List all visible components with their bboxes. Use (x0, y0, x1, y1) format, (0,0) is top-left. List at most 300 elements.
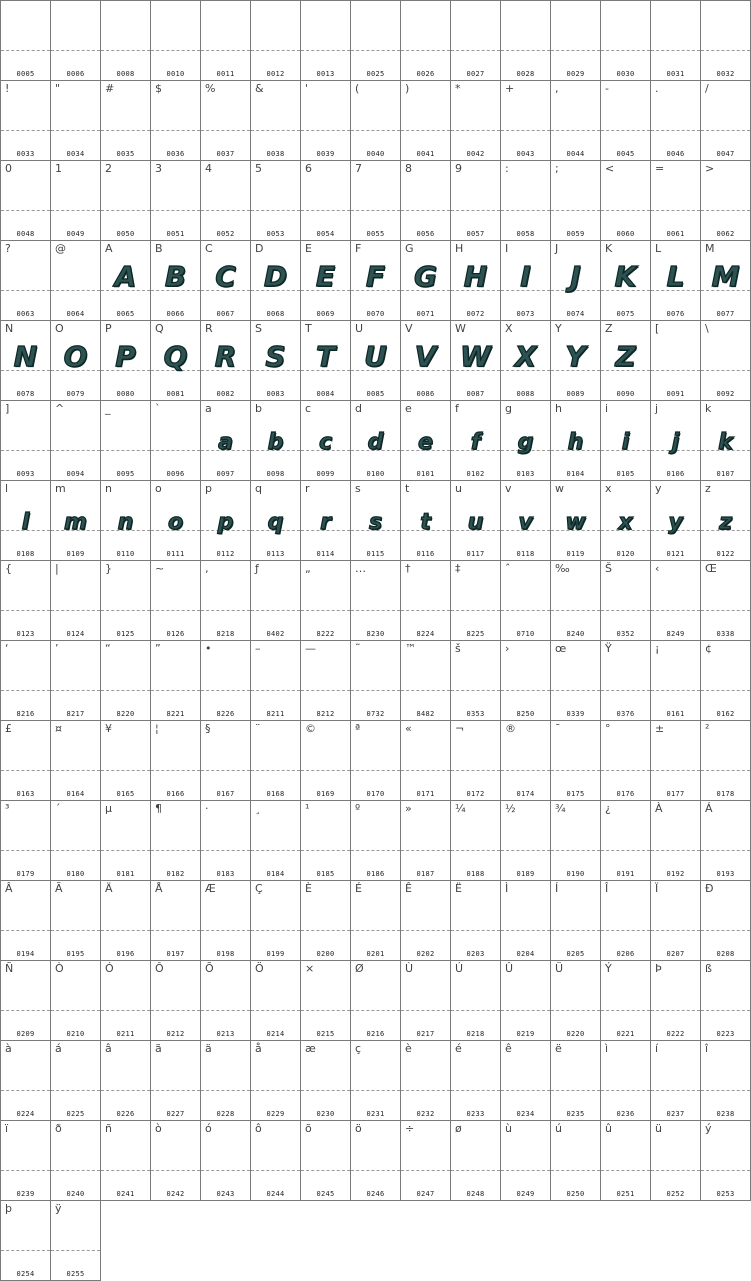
glyph-cell[interactable] (300, 80, 351, 161)
glyph-cell[interactable] (400, 80, 451, 161)
glyph-cell[interactable] (550, 480, 601, 561)
glyph-cell[interactable] (700, 1120, 751, 1201)
char-code-label: 0191 (616, 870, 635, 878)
reference-character: \ (705, 322, 709, 335)
glyph-cell[interactable] (700, 1040, 751, 1121)
glyph-cell[interactable] (200, 0, 251, 81)
glyph-cell[interactable] (250, 640, 301, 721)
glyph-cell[interactable] (0, 320, 51, 401)
reference-character: ? (5, 242, 11, 255)
glyph-cell[interactable] (500, 0, 551, 81)
glyph-cell[interactable] (50, 160, 101, 241)
glyph-cell[interactable] (350, 160, 401, 241)
glyph-cell[interactable] (550, 0, 601, 81)
char-code-label: 0096 (166, 470, 185, 478)
glyph-cell[interactable] (600, 1040, 651, 1121)
glyph-cell[interactable] (700, 880, 751, 961)
glyph-cell[interactable] (300, 240, 351, 321)
glyph-cell[interactable] (550, 400, 601, 481)
char-code-label: 0162 (716, 710, 735, 718)
glyph-cell[interactable] (450, 0, 501, 81)
glyph-cell[interactable] (450, 400, 501, 481)
glyph-cell[interactable] (500, 240, 551, 321)
glyph-cell[interactable] (550, 960, 601, 1041)
reference-character: . (655, 82, 659, 95)
reference-character: V (405, 322, 413, 335)
glyph-cell[interactable] (100, 0, 151, 81)
glyph-cell[interactable] (0, 400, 51, 481)
glyph-cell[interactable] (50, 240, 101, 321)
glyph-cell[interactable] (0, 1200, 51, 1281)
glyph-cell[interactable] (600, 880, 651, 961)
baseline-guide (351, 1170, 400, 1171)
glyph-cell[interactable] (250, 800, 301, 881)
char-code-label: 0732 (366, 710, 385, 718)
glyph-cell[interactable] (600, 480, 651, 561)
glyph-cell[interactable] (200, 1120, 251, 1201)
glyph-cell[interactable] (300, 560, 351, 641)
reference-character: e (405, 402, 412, 415)
glyph-cell[interactable] (150, 1040, 201, 1121)
glyph-cell[interactable] (150, 400, 201, 481)
glyph-cell[interactable] (350, 560, 401, 641)
reference-character: Z (605, 322, 613, 335)
glyph-cell[interactable] (0, 640, 51, 721)
char-code-label: 0249 (516, 1190, 535, 1198)
glyph-cell[interactable] (400, 720, 451, 801)
baseline-guide (351, 930, 400, 931)
glyph-cell[interactable] (150, 0, 201, 81)
glyph-cell[interactable] (350, 480, 401, 561)
glyph-cell[interactable] (700, 0, 751, 81)
baseline-guide (101, 930, 150, 931)
glyph-cell[interactable] (450, 720, 501, 801)
glyph-cell[interactable] (250, 80, 301, 161)
glyph-cell[interactable] (650, 640, 701, 721)
font-glyph: y (668, 510, 683, 535)
glyph-cell[interactable] (250, 240, 301, 321)
reference-character: < (605, 162, 615, 175)
char-code-label: 0250 (566, 1190, 585, 1198)
reference-character: ] (5, 402, 10, 415)
glyph-cell[interactable] (450, 320, 501, 401)
font-glyph: u (467, 510, 484, 535)
char-code-label: 0006 (66, 70, 85, 78)
glyph-cell[interactable] (450, 560, 501, 641)
baseline-guide (651, 850, 700, 851)
reference-character: › (505, 642, 510, 655)
glyph-cell[interactable] (50, 0, 101, 81)
baseline-guide (1, 450, 50, 451)
glyph-cell[interactable] (300, 480, 351, 561)
glyph-cell[interactable] (300, 640, 351, 721)
baseline-guide (501, 770, 550, 771)
baseline-guide (101, 1170, 150, 1171)
glyph-cell[interactable] (600, 960, 651, 1041)
glyph-cell[interactable] (100, 560, 151, 641)
glyph-cell[interactable] (150, 880, 201, 961)
glyph-cell[interactable] (400, 800, 451, 881)
glyph-cell[interactable] (200, 720, 251, 801)
font-glyph: L (666, 260, 685, 293)
glyph-cell[interactable] (550, 1040, 601, 1121)
glyph-cell[interactable] (700, 480, 751, 561)
glyph-cell[interactable] (150, 240, 201, 321)
glyph-cell[interactable] (100, 880, 151, 961)
char-code-label: 0108 (16, 550, 35, 558)
char-code-label: 0207 (666, 950, 685, 958)
baseline-guide (151, 850, 200, 851)
glyph-cell[interactable] (100, 320, 151, 401)
glyph-cell[interactable] (200, 400, 251, 481)
glyph-cell[interactable] (0, 0, 51, 81)
char-code-label: 0110 (116, 550, 135, 558)
glyph-cell[interactable] (350, 240, 401, 321)
reference-character: ø (455, 1122, 462, 1135)
glyph-cell[interactable] (300, 400, 351, 481)
glyph-cell[interactable] (550, 320, 601, 401)
glyph-cell[interactable] (0, 720, 51, 801)
glyph-cell[interactable] (550, 560, 601, 641)
glyph-cell[interactable] (100, 1120, 151, 1201)
glyph-cell[interactable] (250, 1120, 301, 1201)
glyph-cell[interactable] (600, 240, 651, 321)
glyph-cell[interactable] (450, 240, 501, 321)
glyph-cell[interactable] (600, 640, 651, 721)
glyph-cell[interactable] (550, 240, 601, 321)
glyph-cell[interactable] (600, 0, 651, 81)
glyph-cell[interactable] (50, 560, 101, 641)
glyph-cell[interactable] (0, 800, 51, 881)
glyph-cell[interactable] (200, 1040, 251, 1121)
glyph-cell[interactable] (200, 320, 251, 401)
glyph-cell[interactable] (250, 0, 301, 81)
glyph-cell[interactable] (300, 880, 351, 961)
glyph-cell[interactable] (500, 320, 551, 401)
glyph-cell[interactable] (100, 480, 151, 561)
glyph-cell[interactable] (50, 480, 101, 561)
reference-character: ! (5, 82, 10, 95)
reference-character: $ (155, 82, 162, 95)
glyph-cell[interactable] (250, 720, 301, 801)
glyph-cell[interactable] (100, 960, 151, 1041)
glyph-cell[interactable] (250, 1040, 301, 1121)
glyph-cell[interactable] (650, 800, 701, 881)
glyph-cell[interactable] (400, 560, 451, 641)
glyph-cell[interactable] (650, 880, 701, 961)
reference-character: J (555, 242, 559, 255)
glyph-cell[interactable] (700, 560, 751, 641)
char-code-label: 0061 (666, 230, 685, 238)
glyph-cell[interactable] (550, 720, 601, 801)
glyph-cell[interactable] (350, 880, 401, 961)
glyph-cell[interactable] (0, 960, 51, 1041)
glyph-cell[interactable] (100, 400, 151, 481)
glyph-cell[interactable] (100, 720, 151, 801)
glyph-cell[interactable] (0, 480, 51, 561)
glyph-cell[interactable] (500, 800, 551, 881)
glyph-cell[interactable] (250, 960, 301, 1041)
glyph-cell[interactable] (50, 1120, 101, 1201)
glyph-cell[interactable] (150, 640, 201, 721)
baseline-guide (301, 930, 350, 931)
baseline-guide (251, 850, 300, 851)
glyph-cell[interactable] (150, 80, 201, 161)
glyph-cell[interactable] (250, 880, 301, 961)
glyph-cell[interactable] (350, 400, 401, 481)
glyph-cell[interactable] (50, 1040, 101, 1121)
glyph-cell[interactable] (450, 800, 501, 881)
glyph-cell[interactable] (250, 160, 301, 241)
glyph-cell[interactable] (700, 400, 751, 481)
glyph-cell[interactable] (300, 1040, 351, 1121)
baseline-guide (701, 370, 750, 371)
glyph-cell[interactable] (200, 160, 251, 241)
reference-character: * (455, 82, 461, 95)
char-code-label: 0106 (666, 470, 685, 478)
glyph-cell[interactable] (650, 720, 701, 801)
glyph-cell[interactable] (450, 480, 501, 561)
glyph-cell[interactable] (200, 80, 251, 161)
glyph-cell[interactable] (0, 1120, 51, 1201)
char-code-label: 0040 (366, 150, 385, 158)
reference-character: q (255, 482, 262, 495)
glyph-cell[interactable] (600, 320, 651, 401)
glyph-cell[interactable] (400, 160, 451, 241)
glyph-cell[interactable] (650, 320, 701, 401)
glyph-cell[interactable] (700, 240, 751, 321)
glyph-cell[interactable] (50, 640, 101, 721)
glyph-cell[interactable] (650, 80, 701, 161)
char-code-label: 0114 (316, 550, 335, 558)
reference-character: ' (305, 82, 309, 95)
reference-character: “ (105, 642, 111, 655)
glyph-cell[interactable] (700, 160, 751, 241)
baseline-guide (251, 930, 300, 931)
glyph-cell[interactable] (0, 160, 51, 241)
char-code-label: 0048 (16, 230, 35, 238)
baseline-guide (701, 770, 750, 771)
glyph-cell[interactable] (550, 80, 601, 161)
glyph-cell[interactable] (500, 880, 551, 961)
glyph-cell[interactable] (400, 960, 451, 1041)
glyph-cell[interactable] (0, 240, 51, 321)
glyph-cell[interactable] (350, 720, 401, 801)
glyph-cell[interactable] (150, 160, 201, 241)
glyph-cell[interactable] (250, 560, 301, 641)
glyph-cell[interactable] (500, 560, 551, 641)
glyph-cell[interactable] (300, 320, 351, 401)
glyph-cell[interactable] (100, 160, 151, 241)
glyph-cell[interactable] (700, 960, 751, 1041)
glyph-cell[interactable] (50, 400, 101, 481)
glyph-cell[interactable] (500, 1040, 551, 1121)
glyph-cell[interactable] (350, 80, 401, 161)
glyph-cell[interactable] (200, 240, 251, 321)
glyph-cell[interactable] (500, 720, 551, 801)
glyph-cell[interactable] (150, 720, 201, 801)
glyph-cell[interactable] (50, 320, 101, 401)
glyph-cell[interactable] (300, 960, 351, 1041)
glyph-cell[interactable] (450, 960, 501, 1041)
glyph-cell[interactable] (200, 560, 251, 641)
glyph-cell[interactable] (250, 320, 301, 401)
char-code-label: 0235 (566, 1110, 585, 1118)
glyph-cell[interactable] (450, 80, 501, 161)
glyph-cell[interactable] (550, 800, 601, 881)
glyph-cell[interactable] (200, 640, 251, 721)
glyph-cell[interactable] (400, 1120, 451, 1201)
glyph-cell[interactable] (300, 0, 351, 81)
glyph-cell[interactable] (400, 1040, 451, 1121)
glyph-cell[interactable] (650, 480, 701, 561)
glyph-cell[interactable] (450, 1040, 501, 1121)
glyph-cell[interactable] (650, 560, 701, 641)
glyph-cell[interactable] (200, 480, 251, 561)
glyph-cell[interactable] (700, 80, 751, 161)
char-code-label: 0248 (466, 1190, 485, 1198)
baseline-guide (651, 770, 700, 771)
glyph-cell[interactable] (650, 240, 701, 321)
baseline-guide (1, 930, 50, 931)
glyph-cell[interactable] (350, 320, 401, 401)
glyph-cell[interactable] (550, 1120, 601, 1201)
glyph-cell[interactable] (200, 800, 251, 881)
glyph-cell[interactable] (250, 400, 301, 481)
glyph-cell[interactable] (700, 800, 751, 881)
glyph-cell[interactable] (650, 400, 701, 481)
glyph-cell[interactable] (550, 160, 601, 241)
glyph-cell[interactable] (650, 1120, 701, 1201)
reference-character: C (205, 242, 213, 255)
glyph-cell[interactable] (650, 0, 701, 81)
glyph-cell[interactable] (50, 1200, 101, 1281)
glyph-cell[interactable] (300, 160, 351, 241)
glyph-cell[interactable] (350, 960, 401, 1041)
glyph-cell[interactable] (650, 1040, 701, 1121)
font-glyph: F (365, 260, 386, 293)
char-code-label: 0196 (116, 950, 135, 958)
glyph-cell[interactable] (600, 800, 651, 881)
glyph-cell[interactable] (550, 640, 601, 721)
baseline-guide (301, 130, 350, 131)
glyph-cell[interactable] (50, 80, 101, 161)
glyph-cell[interactable] (50, 960, 101, 1041)
glyph-cell[interactable] (450, 160, 501, 241)
glyph-cell[interactable] (100, 640, 151, 721)
glyph-cell[interactable] (0, 80, 51, 161)
glyph-cell[interactable] (650, 160, 701, 241)
glyph-cell[interactable] (0, 880, 51, 961)
reference-character: 0 (5, 162, 12, 175)
char-code-label: 0211 (116, 1030, 135, 1038)
reference-character: ¬ (455, 722, 465, 735)
glyph-cell[interactable] (400, 480, 451, 561)
glyph-cell[interactable] (400, 0, 451, 81)
reference-character: @ (55, 242, 66, 255)
glyph-cell[interactable] (250, 480, 301, 561)
glyph-cell[interactable] (500, 400, 551, 481)
glyph-cell[interactable] (400, 640, 451, 721)
glyph-cell[interactable] (50, 880, 101, 961)
glyph-cell[interactable] (500, 480, 551, 561)
glyph-cell[interactable] (400, 880, 451, 961)
glyph-cell[interactable] (400, 400, 451, 481)
glyph-cell[interactable] (100, 1040, 151, 1121)
char-code-label: 0060 (616, 230, 635, 238)
glyph-cell[interactable] (500, 640, 551, 721)
baseline-guide (151, 930, 200, 931)
glyph-cell[interactable] (150, 320, 201, 401)
char-code-label: 0251 (616, 1190, 635, 1198)
glyph-cell[interactable] (350, 800, 401, 881)
glyph-cell[interactable] (150, 480, 201, 561)
glyph-cell[interactable] (600, 720, 651, 801)
glyph-cell[interactable] (650, 960, 701, 1041)
glyph-cell[interactable] (150, 960, 201, 1041)
glyph-cell[interactable] (500, 1120, 551, 1201)
reference-character: ¿ (605, 802, 611, 815)
glyph-cell[interactable] (500, 160, 551, 241)
glyph-cell[interactable] (400, 320, 451, 401)
reference-character: þ (5, 1202, 12, 1215)
glyph-cell[interactable] (450, 640, 501, 721)
glyph-cell[interactable] (300, 720, 351, 801)
reference-character: Õ (205, 962, 214, 975)
glyph-cell[interactable] (150, 800, 201, 881)
glyph-cell[interactable] (600, 1120, 651, 1201)
glyph-cell[interactable] (600, 560, 651, 641)
glyph-cell[interactable] (550, 880, 601, 961)
glyph-cell[interactable] (300, 1120, 351, 1201)
reference-character: À (655, 802, 663, 815)
glyph-cell[interactable] (400, 240, 451, 321)
glyph-cell[interactable] (50, 720, 101, 801)
glyph-cell[interactable] (50, 800, 101, 881)
font-glyph: B (164, 260, 187, 293)
glyph-cell[interactable] (100, 80, 151, 161)
glyph-cell[interactable] (600, 160, 651, 241)
glyph-cell[interactable] (100, 240, 151, 321)
glyph-cell[interactable] (700, 640, 751, 721)
reference-character: ¨ (255, 722, 261, 735)
glyph-cell[interactable] (150, 560, 201, 641)
glyph-cell[interactable] (600, 400, 651, 481)
glyph-cell[interactable] (200, 880, 251, 961)
glyph-cell[interactable] (200, 960, 251, 1041)
glyph-cell[interactable] (700, 720, 751, 801)
char-code-label: 0115 (366, 550, 385, 558)
baseline-guide (1, 1090, 50, 1091)
glyph-cell[interactable] (700, 320, 751, 401)
glyph-cell[interactable] (600, 80, 651, 161)
glyph-cell[interactable] (350, 1120, 401, 1201)
baseline-guide (701, 690, 750, 691)
reference-character: û (605, 1122, 612, 1135)
glyph-cell[interactable] (450, 1120, 501, 1201)
glyph-cell[interactable] (500, 80, 551, 161)
glyph-cell[interactable] (350, 0, 401, 81)
glyph-cell[interactable] (150, 1120, 201, 1201)
glyph-cell[interactable] (300, 800, 351, 881)
glyph-cell[interactable] (0, 1040, 51, 1121)
glyph-cell[interactable] (350, 640, 401, 721)
glyph-cell[interactable] (0, 560, 51, 641)
glyph-cell[interactable] (450, 880, 501, 961)
glyph-cell[interactable] (350, 1040, 401, 1121)
glyph-cell[interactable] (500, 960, 551, 1041)
glyph-cell[interactable] (100, 800, 151, 881)
